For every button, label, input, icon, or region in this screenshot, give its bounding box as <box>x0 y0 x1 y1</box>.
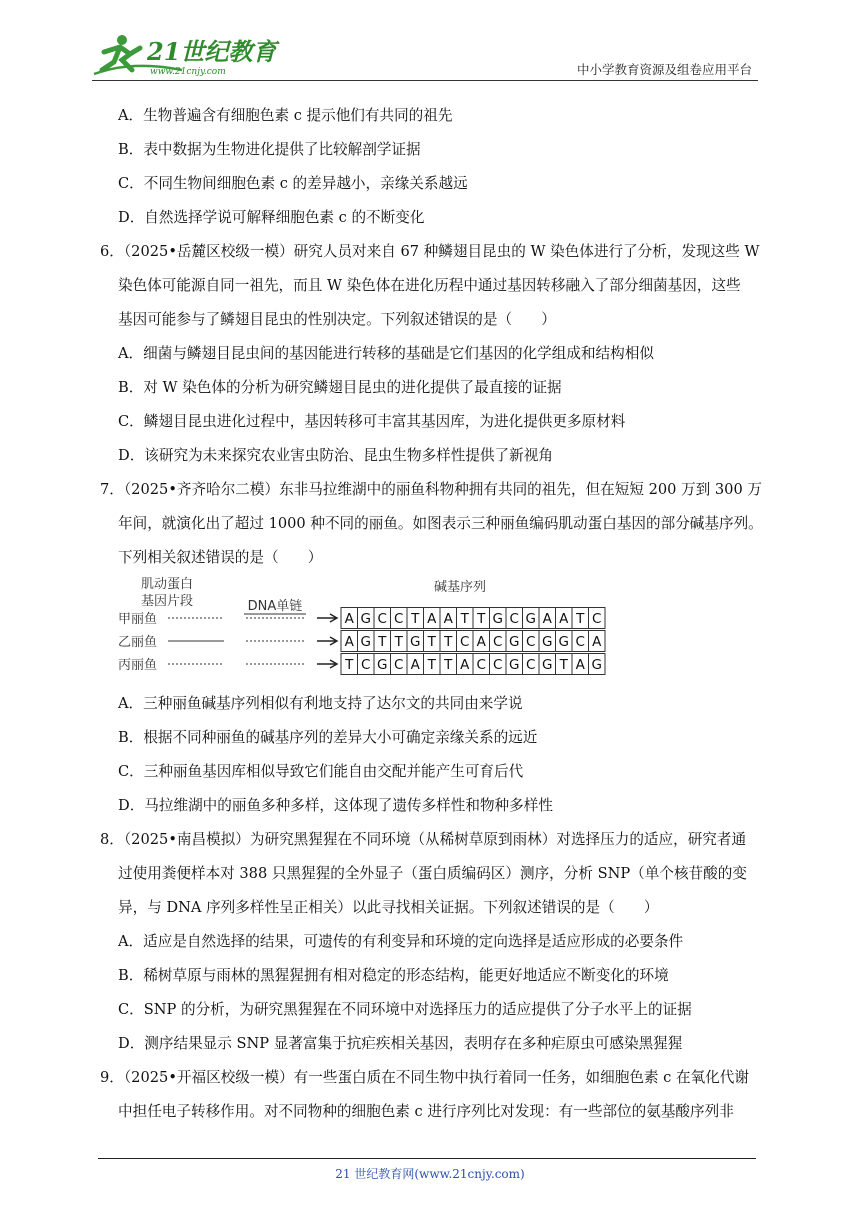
q6-option-d: D．该研究为未来探究农业害虫防治、昆虫生物多样性提供了新视角 <box>118 447 553 464</box>
base-letter: G <box>558 634 569 650</box>
base-letter: A <box>542 611 552 627</box>
base-letter: C <box>493 657 503 673</box>
q5-option-b: B．表中数据为生物进化提供了比较解剖学证据 <box>118 141 421 158</box>
site-logo <box>92 30 277 80</box>
arrow-icon <box>317 614 337 622</box>
base-letter: G <box>591 657 602 673</box>
base-letter: G <box>525 611 536 627</box>
base-letter: G <box>509 634 520 650</box>
base-letter: A <box>575 657 585 673</box>
base-letter: G <box>492 611 503 627</box>
q9-stem-line-1: 9．（2025•开福区校级一模）有一些蛋白质在不同生物中执行着同一任务，如细胞色素 c 在氧化代谢 <box>100 1069 749 1086</box>
base-letter: A <box>410 657 420 673</box>
q8-stem-line-2: 过使用粪便样本对 388 只黑猩猩的全外显子（蛋白质编码区）测序，分析 SNP（单个核苷酸的变 <box>118 865 747 882</box>
q8-option-d: D．测序结果显示 SNP 显著富集于抗疟疾相关基因，表明存在多种疟原虫可感染黑猩猩 <box>118 1035 683 1052</box>
q5-option-c: C．不同生物间细胞色素 c 的差异越小，亲缘关系越远 <box>118 175 468 192</box>
platform-name: 中小学教育资源及组卷应用平台 <box>576 62 752 77</box>
q8-option-a: A．适应是自然选择的结果，可遗传的有利变异和环境的定向选择是适应形成的必要条件 <box>118 933 684 950</box>
base-letter: T <box>345 657 354 673</box>
q6-stem-line-2: 染色体可能源自同一祖先，而且 W 染色体在进化历程中通过基因转移融入了部分细菌基因，这些 <box>118 277 741 294</box>
q6-stem-line-1: 6．（2025•岳麓区校级一模）研究人员对来自 67 种鳞翅目昆虫的 W 染色体进行了分析，发现这些 W <box>100 243 760 260</box>
base-letter: A <box>443 611 453 627</box>
base-letter: G <box>542 657 553 673</box>
base-letter: C <box>377 611 387 627</box>
base-letter: C <box>575 634 585 650</box>
footer-divider <box>98 1158 756 1159</box>
q6-option-b: B．对 W 染色体的分析为研究鳞翅目昆虫的进化提供了最直接的证据 <box>118 379 562 396</box>
base-letter: C <box>526 634 536 650</box>
base-letter: T <box>394 634 403 650</box>
q7-option-b: B．根据不同种丽鱼的碱基序列的差异大小可确定亲缘关系的远近 <box>118 729 538 746</box>
fish-label-1: 甲丽鱼 <box>118 612 158 627</box>
base-letter: C <box>493 634 503 650</box>
figure-label-gene-2: 基因片段 <box>140 594 194 609</box>
base-letter: T <box>427 657 436 673</box>
base-letter: C <box>394 657 404 673</box>
base-letter: A <box>476 634 486 650</box>
base-letter: A <box>460 657 470 673</box>
q7-option-c: C．三种丽鱼基因库相似导致它们能自由交配并能产生可育后代 <box>118 763 524 780</box>
base-letter: G <box>509 657 520 673</box>
base-letter: T <box>378 634 387 650</box>
fish-label-3: 丙丽鱼 <box>118 658 158 673</box>
fish-label-2: 乙丽鱼 <box>118 635 158 650</box>
base-letter: G <box>377 657 388 673</box>
q6-option-a: A．细菌与鳞翅目昆虫间的基因能进行转移的基础是它们基因的化学组成和结构相似 <box>118 345 654 362</box>
base-letter: T <box>460 611 469 627</box>
logo-url: www.21cnjy.com <box>150 67 226 77</box>
base-letter: T <box>477 611 486 627</box>
figure-label-gene-1: 肌动蛋白 <box>140 577 194 592</box>
base-letter: T <box>444 634 453 650</box>
q6-option-c: C．鳞翅目昆虫进化过程中，基因转移可丰富其基因库，为进化提供更多原材料 <box>118 413 626 430</box>
base-letter: G <box>542 634 553 650</box>
base-letter: T <box>444 657 453 673</box>
q7-stem-line-3: 下列相关叙述错误的是（ ） <box>118 549 323 566</box>
q5-option-a: A．生物普遍含有细胞色素 c 提示他们有共同的祖先 <box>118 107 453 124</box>
figure-label-seq: 碱基序列 <box>433 580 487 595</box>
base-letter: C <box>460 634 470 650</box>
base-letter: C <box>476 657 486 673</box>
q6-stem-line-3: 基因可能参与了鳞翅目昆虫的性别决定。下列叙述错误的是（ ） <box>118 311 556 328</box>
base-letter: C <box>361 657 371 673</box>
figure-label-dna: DNA单链 <box>247 599 303 614</box>
base-letter: C <box>509 611 519 627</box>
base-letter: G <box>410 634 421 650</box>
base-letter: A <box>344 611 354 627</box>
base-letter: T <box>411 611 420 627</box>
logo-text: 21世纪教育 <box>147 37 277 66</box>
q9-stem-line-2: 中担任电子转移作用。对不同物种的细胞色素 c 进行序列比对发现：有一些部位的氨基酸序列非 <box>118 1103 734 1120</box>
footer-text: 21 世纪教育网(www.21cnjy.com) <box>335 1167 525 1181</box>
base-letter: C <box>526 657 536 673</box>
dna-sequence-figure <box>112 574 632 682</box>
q7-option-d: D．马拉维湖中的丽鱼多种多样，这体现了遗传多样性和物种多样性 <box>118 797 553 814</box>
base-letter: G <box>360 611 371 627</box>
base-letter: C <box>592 611 602 627</box>
base-letter: T <box>559 657 568 673</box>
base-letter: A <box>559 611 569 627</box>
q7-stem-line-1: 7．（2025•齐齐哈尔二模）东非马拉维湖中的丽鱼科物种拥有共同的祖先，但在短短 200 万到 300 万 <box>100 481 762 498</box>
base-letter: A <box>592 634 602 650</box>
q8-option-b: B．稀树草原与雨林的黑猩猩拥有相对稳定的形态结构，能更好地适应不断变化的环境 <box>118 967 669 984</box>
q5-option-d: D．自然选择学说可解释细胞色素 c 的不断变化 <box>118 209 425 226</box>
q7-stem-line-2: 年间，就演化出了超过 1000 种不同的丽鱼。如图表示三种丽鱼编码肌动蛋白基因的部分碱基序列。 <box>118 515 763 532</box>
q7-option-a: A．三种丽鱼碱基序列相似有利地支持了达尔文的共同由来学说 <box>118 695 523 712</box>
q8-stem-line-3: 异，与 DNA 序列多样性呈正相关）以此寻找相关证据。下列叙述错误的是（ ） <box>118 899 659 916</box>
base-letter: A <box>427 611 437 627</box>
base-letter: T <box>427 634 436 650</box>
base-letter: C <box>394 611 404 627</box>
base-letter: A <box>344 634 354 650</box>
base-letter: G <box>360 634 371 650</box>
q8-option-c: C．SNP 的分析，为研究黑猩猩在不同环境中对选择压力的适应提供了分子水平上的证据 <box>118 1001 692 1018</box>
base-letter: T <box>576 611 585 627</box>
header-divider <box>92 80 758 81</box>
arrow-icon <box>317 660 337 668</box>
q8-stem-line-1: 8．（2025•南昌模拟）为研究黑猩猩在不同环境（从稀树草原到雨林）对选择压力的适应，研究者通 <box>100 831 747 848</box>
arrow-icon <box>317 637 337 645</box>
